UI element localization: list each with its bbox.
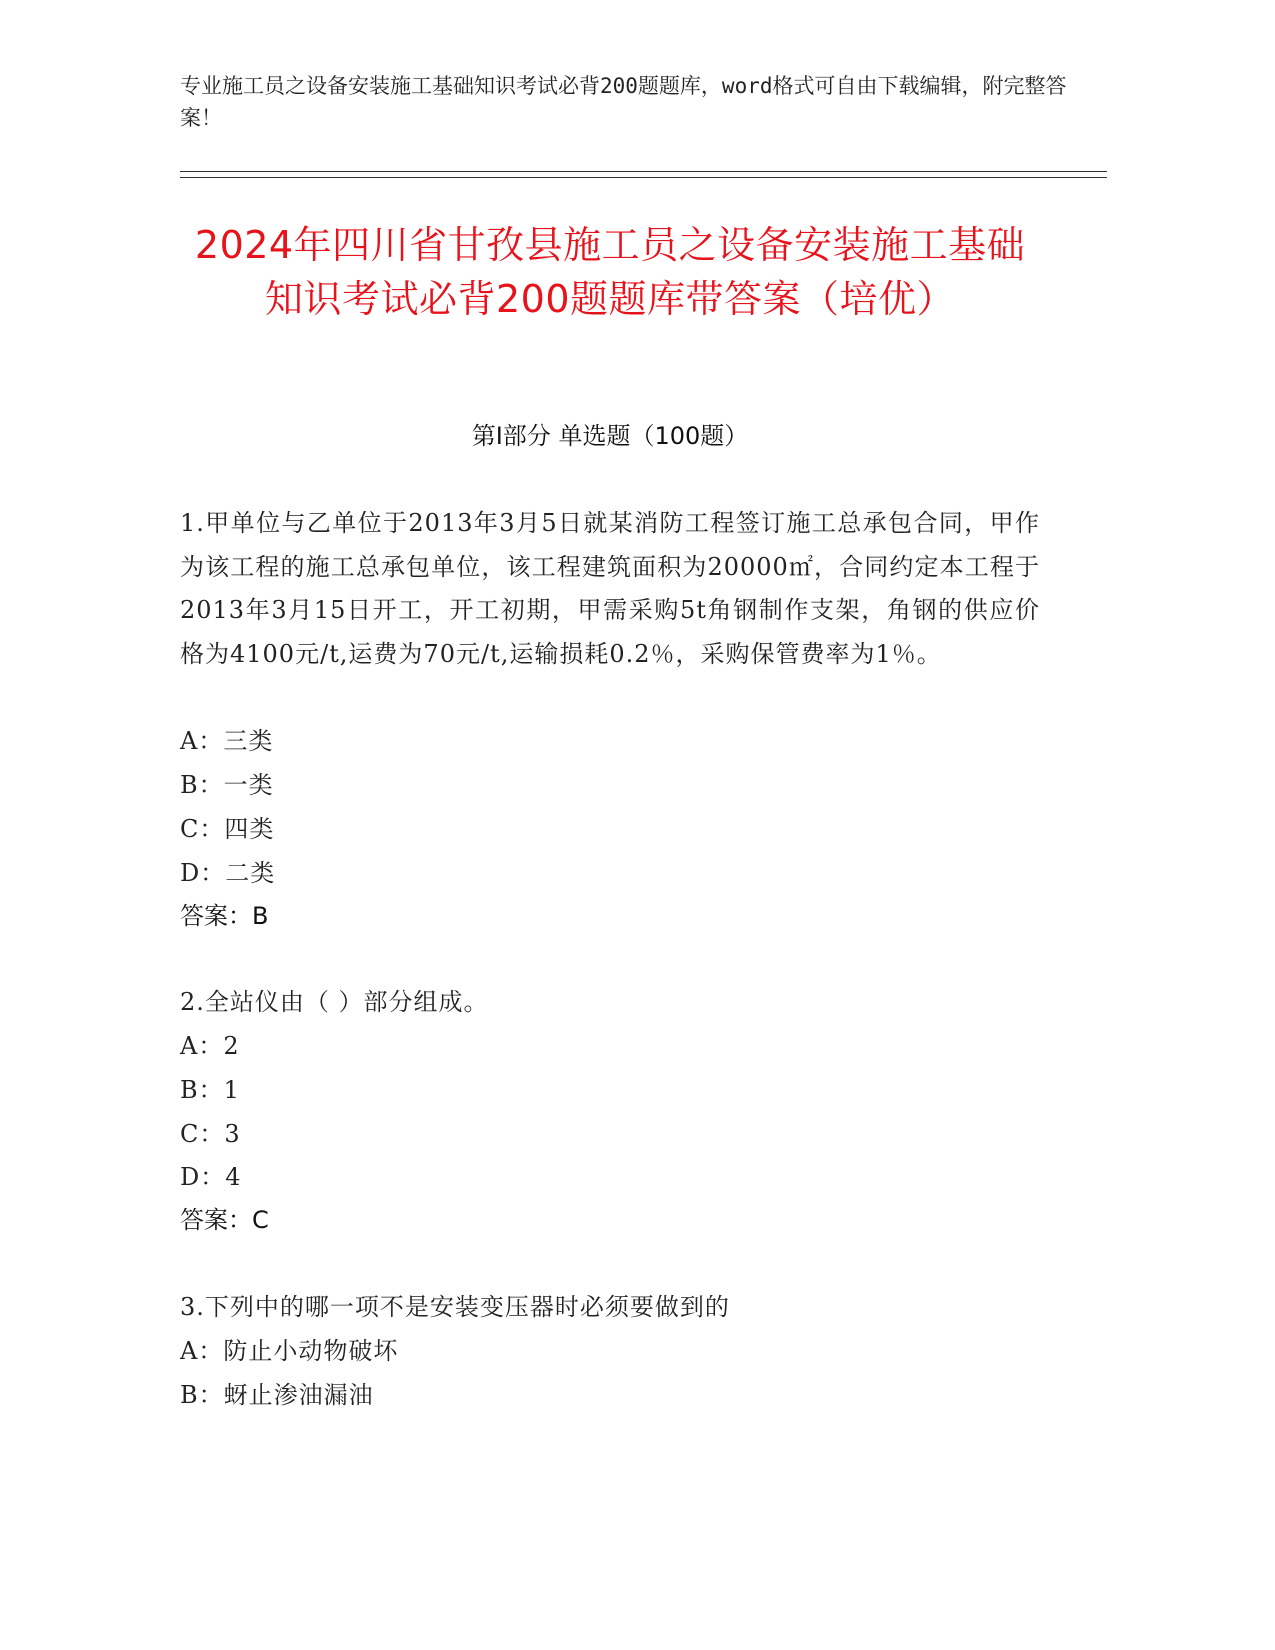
question-3-option-b: B：蚜止渗油漏油 (180, 1381, 374, 1409)
question-2-option-a: A：2 (180, 1032, 240, 1060)
question-1-option-b: B：一类 (180, 771, 274, 799)
header-rule-thin (180, 177, 1107, 178)
question-1-text: 1.甲单位与乙单位于2013年3月5日就某消防工程签订施工总承包合同，甲作为该工程的施工总承包单位，该工程建筑面积为20000㎡，合同约定本工程于2013年3月15日开工，开工初期，甲需采购5t角钢制作支架，角钢的供应价格为4100元/t,运费为70元/t,运输损耗0.2％，采购保管费率为1％。 (180, 509, 1040, 668)
question-1-option-d: D：二类 (180, 859, 276, 887)
section-title: 第Ⅰ部分 单选题（100题） (471, 422, 749, 450)
question-2-option-d: D：4 (180, 1163, 242, 1191)
question-2-option-b: B：1 (180, 1076, 240, 1104)
question-2-option-c: C：3 (180, 1120, 241, 1148)
question-2-answer: 答案：C (180, 1206, 269, 1234)
question-3-text: 3.下列中的哪一项不是安装变压器时必须要做到的 (180, 1293, 730, 1321)
question-1-option-a: A：三类 (180, 727, 274, 755)
header-note: 专业施工员之设备安装施工基础知识考试必背200题题库，word格式可自由下载编辑，附完整答案！ (180, 74, 1067, 130)
question-3-option-a: A：防止小动物破坏 (180, 1337, 399, 1365)
header-rule-thick (180, 171, 1107, 172)
question-1-option-c: C：四类 (180, 815, 275, 843)
document-title: 2024年四川省甘孜县施工员之设备安装施工基础知识考试必背200题题库带答案（培优） (194, 223, 1026, 321)
question-2-text: 2.全站仪由（ ）部分组成。 (180, 988, 489, 1016)
question-1-answer: 答案：B (180, 902, 269, 930)
